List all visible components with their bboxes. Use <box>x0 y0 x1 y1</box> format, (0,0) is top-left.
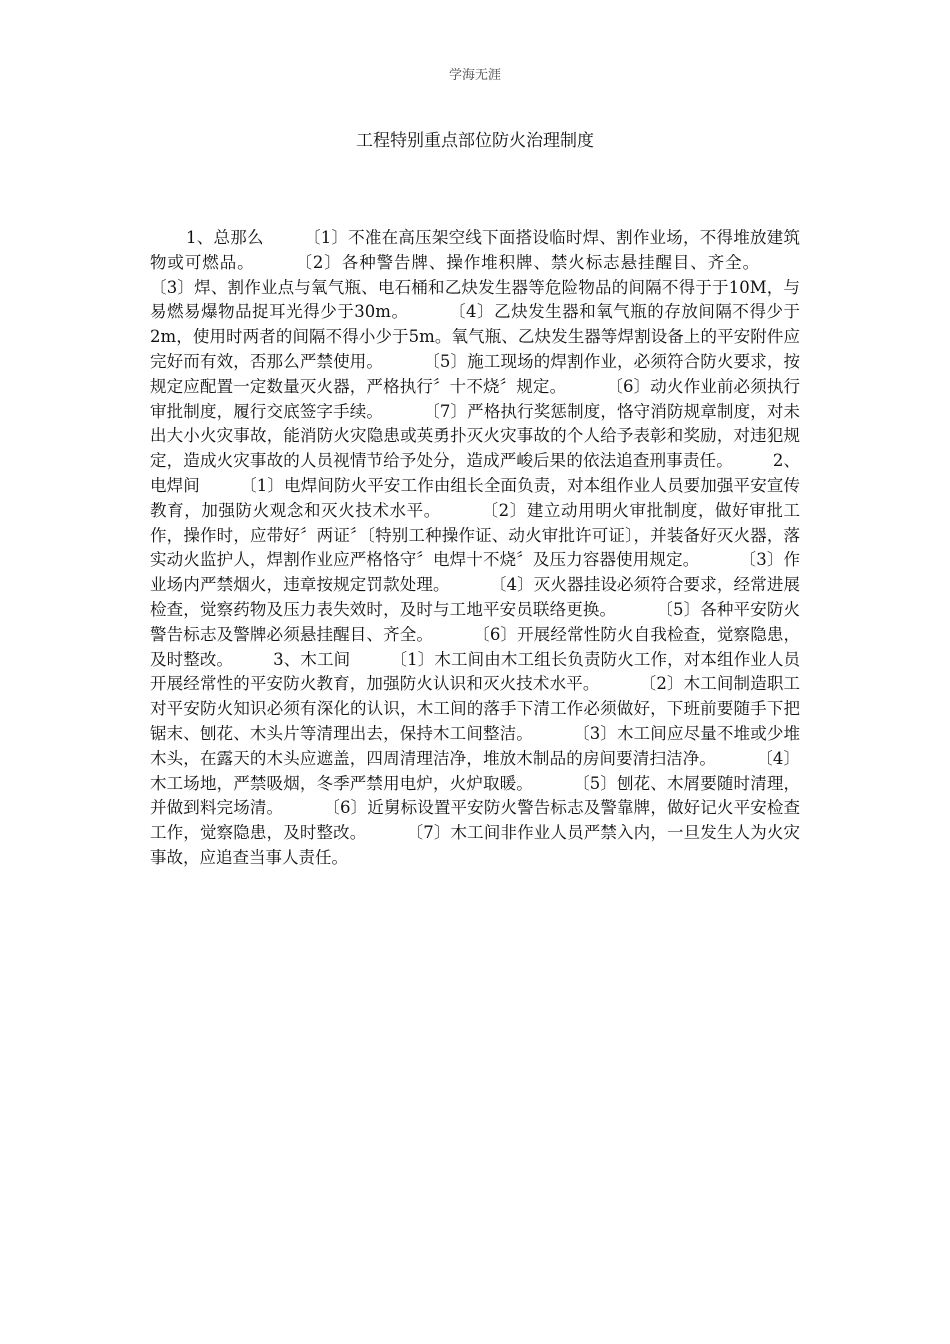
rule-item: 〔4〕木工场地，严禁吸烟，冬季严禁用电炉，火炉取暖。 <box>150 748 801 793</box>
rule-item: 〔5〕各种平安防火警告标志及警牌必须悬挂醒目、齐全。 <box>150 599 801 644</box>
rule-item: 〔5〕刨花、木屑要随时清理，并做到料完场清。 <box>150 773 801 818</box>
section-heading: 3、木工间 <box>273 649 351 669</box>
section-heading: 1、总那么 <box>186 228 264 247</box>
rule-item: 〔6〕近舅标设置平安防火警告标志及警靠牌，做好记火平安检查工作，觉察隐患，及时整改。 <box>150 798 801 843</box>
rule-item: 〔6〕开展经常性防火自我检查，觉察隐患，及时整改。 <box>150 624 801 669</box>
rule-item: 〔3〕木工间应尽量不堆或少堆木头，在露天的木头应遮盖，四周清理洁净，堆放木制品的房间要清扫洁净。 <box>150 723 801 768</box>
rule-item: 〔4〕乙炔发生器和氧气瓶的存放间隔不得少于2m，使用时两者的间隔不得小少于5m。氧气瓶、乙炔发生器等焊割设备上的平安附件应完好而有效，否那么严禁使用。 <box>150 302 800 371</box>
rule-item: 〔3〕焊、割作业点与氧气瓶、电石桶和乙炔发生器等危险物品的间隔不得于于10M，与易燃易爆物品捉耳光得少于30m。 <box>150 277 800 322</box>
rule-item: 〔1〕木工间由木工组长负责防火工作，对本组作业人员开展经常性的平安防火教育，加强防火认识和灭火技术水平。 <box>150 649 801 694</box>
rule-item: 〔4〕灭火器挂设必须符合要求，经常进展检查，觉察药物及压力表失效时，及时与工地平安员联络更换。 <box>150 575 801 619</box>
section-heading: 2、电焊间 <box>150 451 801 495</box>
document-body <box>150 226 800 871</box>
page-header-watermark: 学海无涯 <box>448 68 501 83</box>
rule-item: 〔6〕动火作业前必须执行审批制度，履行交底签字手续。 <box>150 376 801 421</box>
rule-item: 〔2〕建立动用明火审批制度，做好审批工作，操作时，应带好〞两证〞〔特别工种操作证、动火审批许可证〕，并装备好灭火器，落实动火监护人，焊割作业应严格恪守〞电焊十不烧〞及压力容器使用规定。 <box>150 500 800 570</box>
rule-item: 〔1〕不准在高压架空线下面搭设临时焊、割作业场，不得堆放建筑物或可燃品。 <box>150 228 801 272</box>
rule-item: 〔3〕作业场内严禁烟火，违章按规定罚款处理。 <box>150 550 800 595</box>
rule-item: 〔1〕电焊间防火平安工作由组长全面负责，对本组作业人员要加强平安宣传教育，加强防火观念和灭火技术水平。 <box>150 475 801 520</box>
document-title: 工程特别重点部位防火治理制度 <box>356 131 594 151</box>
rule-item: 〔2〕各种警告牌、操作堆积牌、禁火标志悬挂醒目、齐全。 <box>294 252 761 272</box>
rule-item: 〔7〕木工间非作业人员严禁入内，一旦发生人为火灾事故，应追查当事人责任。 <box>150 823 801 867</box>
rule-item: 〔7〕严格执行奖惩制度，恪守消防规章制度，对未出大小火灾事故，能消防火灾隐患或英勇扑灭火灾事故的个人给予表彰和奖励，对违犯规定，造成火灾事故的人员视情节给予处分，造成严峻后果的依法追查刑事责任。 <box>150 401 801 471</box>
rule-item: 〔5〕施工现场的焊割作业，必须符合防火要求，按规定应配置一定数量灭火器，严格执行〞十不烧〞规定。 <box>150 351 801 396</box>
rule-item: 〔2〕木工间制造职工对平安防火知识必须有深化的认识，木工间的落手下清工作必须做好，下班前要随手下把锯末、刨花、木头片等清理出去，保持木工间整洁。 <box>150 674 801 743</box>
